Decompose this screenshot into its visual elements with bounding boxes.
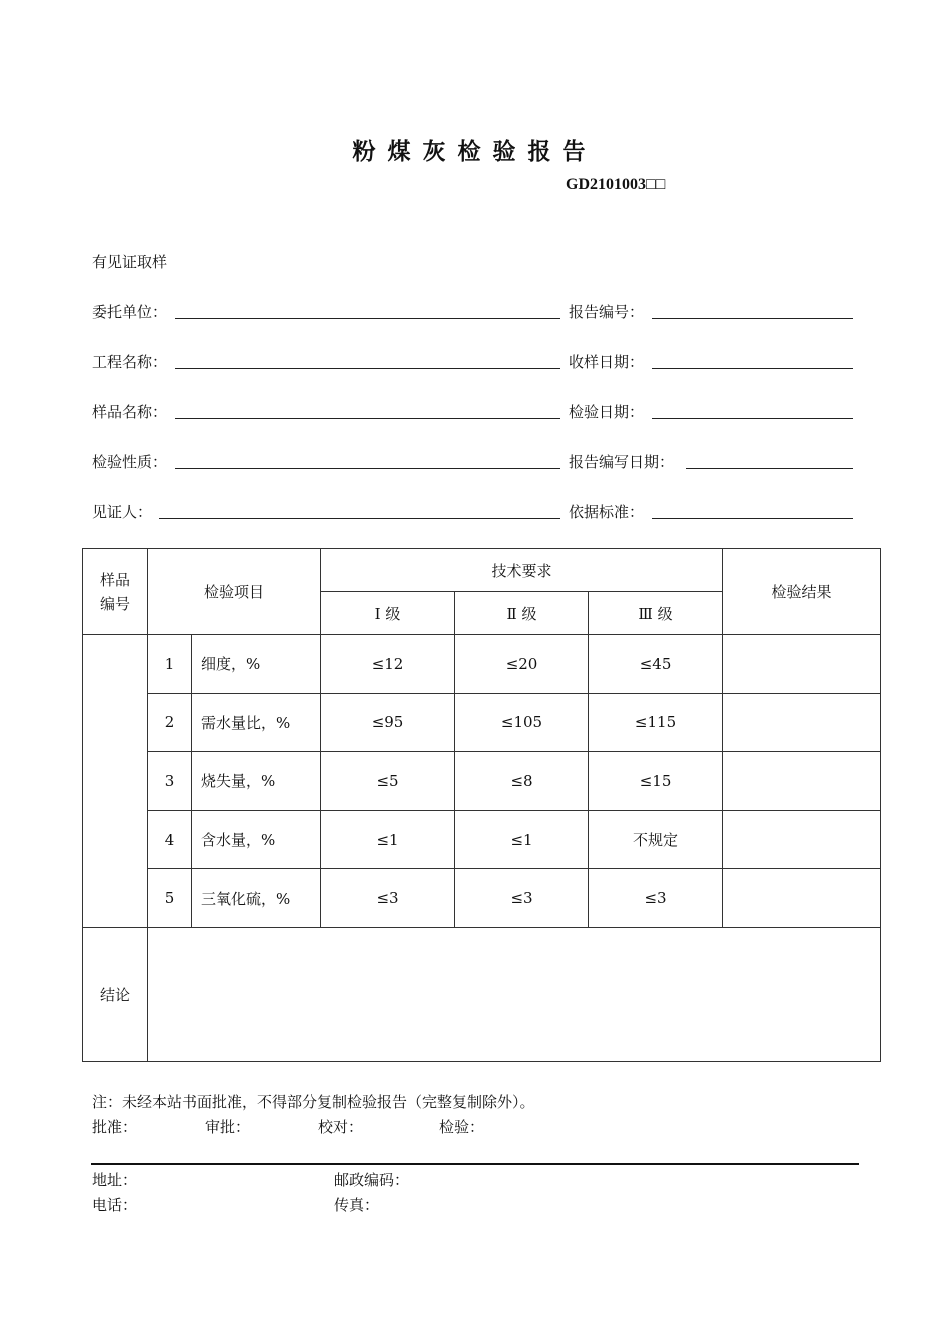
field-label: 报告编写日期： [569, 453, 675, 471]
item-no: 2 [148, 693, 192, 752]
grade-2-req: ≤3 [455, 869, 589, 928]
footer-postcode: 邮政编码： [334, 1171, 410, 1189]
field-label: 样品名称： [92, 403, 168, 421]
grade-3-req: 不规定 [589, 810, 723, 869]
field-label: 收样日期： [569, 353, 645, 371]
signature-approve: 批准： [92, 1118, 138, 1136]
signature-review: 审批： [205, 1118, 251, 1136]
field-label: 检验日期： [569, 403, 645, 421]
header-grade-3: Ⅲ 级 [589, 592, 723, 635]
field-label: 见证人： [92, 503, 153, 521]
field-blank [175, 468, 560, 469]
signature-check: 校对： [318, 1118, 364, 1136]
witness-sampling-label: 有见证取样 [92, 253, 168, 271]
field-blank [159, 518, 560, 519]
field-label: 报告编号： [569, 303, 645, 321]
table-row [83, 635, 881, 694]
grade-2-req: ≤105 [455, 693, 589, 752]
item-name: 三氧化硫，% [192, 869, 321, 928]
grade-2-req: ≤20 [455, 635, 589, 694]
result-cell[interactable] [723, 810, 881, 869]
item-name: 需水量比，% [192, 693, 321, 752]
note-text: 注：未经本站书面批准，不得部分复制检验报告（完整复制除外）。 [92, 1093, 535, 1111]
footer-address: 地址： [92, 1171, 138, 1189]
signature-inspect: 检验： [439, 1118, 485, 1136]
result-cell[interactable] [723, 635, 881, 694]
item-name: 含水量，% [192, 810, 321, 869]
result-cell[interactable] [723, 693, 881, 752]
field-label: 工程名称： [92, 353, 168, 371]
report-code: GD2101003□□ [566, 176, 666, 193]
item-no: 3 [148, 752, 192, 811]
item-name: 细度，% [192, 635, 321, 694]
sample-no-cell[interactable] [83, 635, 148, 928]
grade-1-req: ≤95 [321, 693, 455, 752]
header-item: 检验项目 [148, 549, 321, 635]
item-name: 烧失量，% [192, 752, 321, 811]
field-blank [652, 418, 853, 419]
item-no: 4 [148, 810, 192, 869]
header-tech-req: 技术要求 [321, 549, 723, 592]
page-title: 粉煤灰检验报告 [352, 139, 598, 165]
result-cell[interactable] [723, 869, 881, 928]
grade-1-req: ≤3 [321, 869, 455, 928]
conclusion-cell[interactable] [148, 927, 881, 1061]
header-result: 检验结果 [723, 549, 881, 635]
results-table [82, 548, 881, 1062]
result-cell[interactable] [723, 752, 881, 811]
header-grade-1: Ⅰ 级 [321, 592, 455, 635]
grade-3-req: ≤115 [589, 693, 723, 752]
field-label: 依据标准： [569, 503, 645, 521]
field-blank [652, 318, 853, 319]
field-blank [652, 518, 853, 519]
field-blank [652, 368, 853, 369]
field-label: 检验性质： [92, 453, 168, 471]
table-row [83, 752, 881, 811]
field-blank [686, 468, 853, 469]
item-no: 1 [148, 635, 192, 694]
grade-1-req: ≤12 [321, 635, 455, 694]
footer-divider [91, 1163, 859, 1165]
field-blank [175, 368, 560, 369]
grade-2-req: ≤1 [455, 810, 589, 869]
grade-3-req: ≤45 [589, 635, 723, 694]
item-no: 5 [148, 869, 192, 928]
grade-1-req: ≤1 [321, 810, 455, 869]
table-row [83, 810, 881, 869]
conclusion-label: 结论 [83, 927, 148, 1061]
header-sample-no: 样品编号 [83, 549, 148, 635]
field-blank [175, 418, 560, 419]
footer-fax: 传真： [334, 1196, 380, 1214]
table-row [83, 869, 881, 928]
grade-3-req: ≤15 [589, 752, 723, 811]
footer-phone: 电话： [92, 1196, 138, 1214]
grade-1-req: ≤5 [321, 752, 455, 811]
header-grade-2: Ⅱ 级 [455, 592, 589, 635]
field-blank [175, 318, 560, 319]
field-label: 委托单位： [92, 303, 168, 321]
table-row [83, 693, 881, 752]
grade-2-req: ≤8 [455, 752, 589, 811]
grade-3-req: ≤3 [589, 869, 723, 928]
